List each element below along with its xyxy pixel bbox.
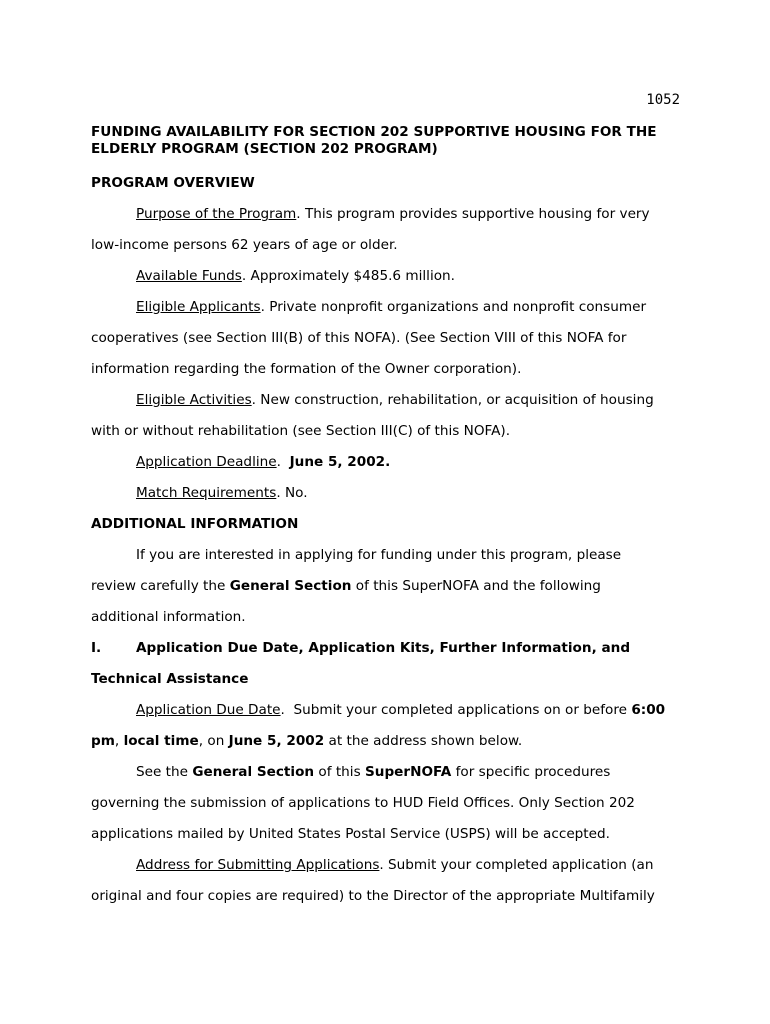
match-line xyxy=(136,485,308,501)
page-number: 1052 xyxy=(646,92,680,108)
additional-info-text-c: of this SuperNOFA and the following xyxy=(351,578,601,594)
supernofa-ref: SuperNOFA xyxy=(364,764,452,780)
due-date-text-a: . Submit your completed applications on or before xyxy=(280,702,632,718)
purpose-label: Purpose of the Program xyxy=(136,206,297,222)
applicants-line-3: information regarding the formation of the Owner corporation). xyxy=(91,361,522,377)
activities-line-1 xyxy=(136,392,654,408)
additional-info-line-1: If you are interested in applying for funding under this program, please xyxy=(136,547,622,563)
match-label: Match Requirements xyxy=(136,485,277,501)
section-1-heading-line-1: Application Due Date, Application Kits, Further Information, and xyxy=(136,640,631,656)
applicants-line-1 xyxy=(136,299,646,315)
document-title-line-2: ELDERLY PROGRAM (SECTION 202 PROGRAM) xyxy=(91,141,438,157)
activities-line-2: with or without rehabilitation (see Section III(C) of this NOFA). xyxy=(91,423,511,439)
due-time-pm: pm xyxy=(91,733,115,749)
see-general-text-e: for specific procedures xyxy=(451,764,611,780)
due-date-line-2 xyxy=(91,733,522,749)
see-general-text-c: of this xyxy=(314,764,365,780)
additional-info-text-a: review carefully the xyxy=(91,578,230,594)
address-line-2: original and four copies are required) to the Director of the appropriate Multifamily xyxy=(91,888,655,904)
activities-text: . New construction, rehabilitation, or acquisition of housing xyxy=(251,392,654,408)
see-general-line-1 xyxy=(136,764,610,780)
match-text: . No. xyxy=(276,485,308,501)
purpose-line-1 xyxy=(136,206,650,222)
applicants-label: Eligible Applicants xyxy=(136,299,261,315)
funds-line xyxy=(136,268,455,284)
due-time: 6:00 xyxy=(631,702,666,718)
due-date-text-c: , on xyxy=(198,733,229,749)
due-date-text-d: at the address shown below. xyxy=(324,733,523,749)
due-date-text-b: , xyxy=(114,733,124,749)
due-date-label: Application Due Date xyxy=(136,702,281,718)
additional-info-line-3: additional information. xyxy=(91,609,246,625)
applicants-line-2: cooperatives (see Section III(B) of this NOFA). (See Section VIII of this NOFA for xyxy=(91,330,627,346)
local-time: local time xyxy=(123,733,199,749)
general-section-ref-2: General Section xyxy=(192,764,315,780)
purpose-line-2: low-income persons 62 years of age or older. xyxy=(91,237,398,253)
see-general-line-2: governing the submission of applications to HUD Field Offices. Only Section 202 xyxy=(91,795,635,811)
address-text-1: . Submit your completed application (an xyxy=(379,857,654,873)
additional-info-heading: ADDITIONAL INFORMATION xyxy=(91,516,299,532)
see-general-text-a: See the xyxy=(136,764,193,780)
address-line-1 xyxy=(136,857,653,873)
deadline-line xyxy=(136,454,390,470)
general-section-ref: General Section xyxy=(229,578,352,594)
program-overview-heading: PROGRAM OVERVIEW xyxy=(91,175,255,191)
activities-label: Eligible Activities xyxy=(136,392,252,408)
funds-text: . Approximately $485.6 million. xyxy=(241,268,455,284)
additional-info-line-2 xyxy=(91,578,601,594)
deadline-date: June 5, 2002. xyxy=(289,454,391,470)
due-date-line-1 xyxy=(136,702,665,718)
section-1-heading-line-2: Technical Assistance xyxy=(91,671,249,687)
see-general-line-3: applications mailed by United States Postal Service (USPS) will be accepted. xyxy=(91,826,610,842)
due-date-value: June 5, 2002 xyxy=(228,733,325,749)
deadline-sep: . xyxy=(276,454,290,470)
funds-label: Available Funds xyxy=(136,268,242,284)
purpose-text: . This program provides supportive housing for very xyxy=(296,206,650,222)
deadline-label: Application Deadline xyxy=(136,454,277,470)
section-1-number: I. xyxy=(91,640,102,656)
applicants-text: . Private nonprofit organizations and nonprofit consumer xyxy=(260,299,647,315)
address-label: Address for Submitting Applications xyxy=(136,857,380,873)
document-title-line-1: FUNDING AVAILABILITY FOR SECTION 202 SUPPORTIVE HOUSING FOR THE xyxy=(91,124,657,140)
